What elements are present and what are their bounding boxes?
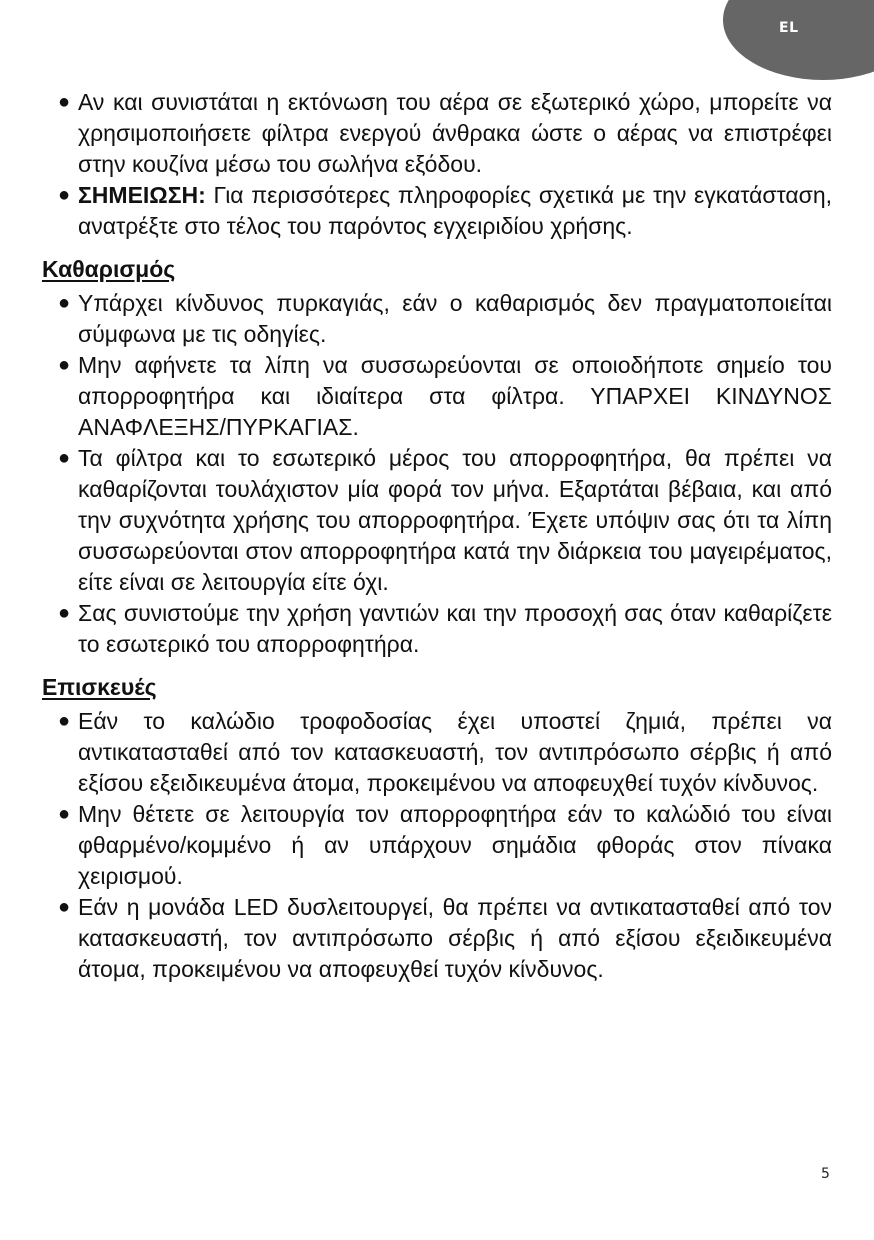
bullet-icon: ● <box>58 447 71 469</box>
repairs-list <box>42 706 832 985</box>
page-number: 5 <box>821 1166 830 1182</box>
list-item <box>42 180 832 242</box>
list-item <box>42 443 832 598</box>
bullet-text: Αν και συνιστάται η εκτόνωση του αέρα σε εξωτερικό χώρο, μπορείτε να χρησιμοποιήσετε φίλτρα ενεργού άνθρακα ώστε ο αέρας να επιστρέφει στην κουζίνα μέσω του σωλήνα εξόδου. <box>78 89 832 177</box>
bullet-text: Μην αφήνετε τα λίπη να συσσωρεύονται σε οποιοδήποτε σημείο του απορροφητήρα και ιδιαίτερα στα φίλτρα. ΥΠΑΡΧΕΙ ΚΙΝΔΥΝΟΣ ΑΝΑΦΛΕΞΗΣ/ΠΥΡΚΑΓΙΑΣ. <box>78 352 832 440</box>
list-item <box>42 892 832 985</box>
list-item <box>42 350 832 443</box>
bullet-text: Τα φίλτρα και το εσωτερικό μέρος του απορροφητήρα, θα πρέπει να καθαρίζονται τουλάχιστον μία φορά τον μήνα. Εξαρτάται βέβαια, και από την συχνότητα χρήσης του απορροφητήρα. Έχετε υπόψιν σας ότι τα λίπη συσσωρεύονται στον απορροφητήρα κατά την διάρκεια του μαγειρέματος, είτε είναι σε λειτουργία είτε όχι. <box>78 445 832 595</box>
bullet-text: Μην θέτετε σε λειτουργία τον απορροφητήρα εάν το καλώδιό του είναι φθαρμένο/κομμένο ή αν υπάρχουν σημάδια φθοράς στον πίνακα χειρισμού. <box>78 801 832 889</box>
language-tab-label: EL <box>779 20 799 36</box>
list-item <box>42 799 832 892</box>
section-heading-cleaning: Καθαρισμός <box>42 256 176 282</box>
bullet-text: Σας συνιστούμε την χρήση γαντιών και την προσοχή σας όταν καθαρίζετε το εσωτερικό του απορροφητήρα. <box>78 600 832 657</box>
section-heading-repairs: Επισκευές <box>42 674 157 700</box>
language-tab <box>723 0 874 80</box>
cleaning-list <box>42 288 832 660</box>
bullet-icon: ● <box>58 91 71 113</box>
bullet-text: Εάν η μονάδα LED δυσλειτουργεί, θα πρέπει να αντικατασταθεί από τον κατασκευαστή, τον αντιπρόσωπο σέρβις ή από εξίσου εξειδικευμένα άτομα, προκειμένου να αποφευχθεί τυχόν κίνδυνος. <box>78 894 832 982</box>
bullet-icon: ● <box>58 710 71 732</box>
list-item <box>42 87 832 180</box>
bullet-text: Υπάρχει κίνδυνος πυρκαγιάς, εάν ο καθαρισμός δεν πραγματοποιείται σύμφωνα με τις οδηγίες. <box>78 290 832 347</box>
intro-list <box>42 87 832 242</box>
list-item <box>42 598 832 660</box>
note-label: ΣΗΜΕΙΩΣΗ: <box>78 182 206 208</box>
bullet-icon: ● <box>58 292 71 314</box>
bullet-text: Για περισσότερες πληροφορίες σχετικά με την εγκατάσταση, ανατρέξτε στο τέλος του παρόντος εγχειριδίου χρήσης. <box>78 182 832 239</box>
list-item <box>42 706 832 799</box>
bullet-icon: ● <box>58 354 71 376</box>
bullet-icon: ● <box>58 602 71 624</box>
bullet-icon: ● <box>58 184 71 206</box>
bullet-icon: ● <box>58 896 71 918</box>
bullet-icon: ● <box>58 803 71 825</box>
page-content <box>42 87 832 985</box>
list-item <box>42 288 832 350</box>
bullet-text: Εάν το καλώδιο τροφοδοσίας έχει υποστεί ζημιά, πρέπει να αντικατασταθεί από τον κατασκευαστή, τον αντιπρόσωπο σέρβις ή από εξίσου εξειδικευμένα άτομα, προκειμένου να αποφευχθεί τυχόν κίνδυνος. <box>78 708 832 796</box>
